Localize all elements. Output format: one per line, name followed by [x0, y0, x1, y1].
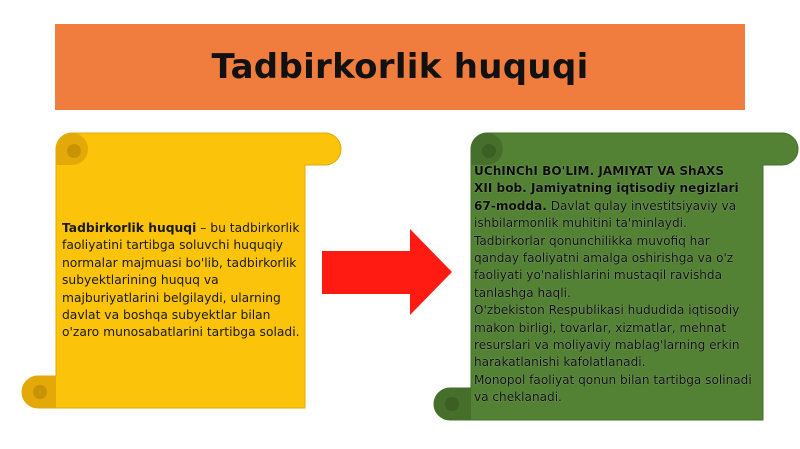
slide-title: Tadbirkorlik huquqi: [211, 47, 589, 87]
article-line-4: qanday faoliyatni amalga oshirishga va o'z: [474, 251, 734, 266]
article-line-10: harakatlanishi kafolatlanadi.: [474, 355, 646, 370]
article-line-8: makon birligi, tovarlar, xizmatlar, mehnat: [474, 320, 727, 335]
left-scroll-text: [62, 220, 302, 342]
constitution-chapter-heading: XII bob. Jamiyatning iqtisodiy negizlari: [474, 181, 739, 196]
definition-term: Tadbirkorlik huquqi: [62, 221, 197, 235]
article-label: 67-modda.: [474, 198, 547, 213]
article-line-5: faoliyati yo'nalishlarini mustaqil ravishda: [474, 268, 723, 283]
article-first-line: [474, 198, 764, 215]
article-line-7: O'zbekiston Respublikasi hududida iqtisodiy: [474, 303, 740, 318]
article-line-3: Tadbirkorlar qonunchilikka muvofiq har: [474, 233, 710, 248]
article-line-1: Davlat qulay investitsiyaviy va: [546, 198, 737, 213]
constitution-part-heading: UChINChI BO'LIM. JAMIYAT VA ShAXS: [474, 164, 725, 178]
right-arrow: [322, 229, 452, 315]
right-scroll-text: [474, 163, 764, 407]
article-line-11: Monopol faoliyat qonun bilan tartibga solinadi: [474, 372, 752, 387]
article-line-12: va cheklanadi.: [474, 390, 562, 405]
definition-body: – bu tadbirkorlik faoliyatini tartibga soluvchi huquqiy normalar majmuasi bo'lib, tadbirkorlik subyektlarining huquq va majburiyatlarini belgilaydi, ularning davlat va boshqa subyektlar bilan o'zaro munosabatlarini tartibga soladi.: [62, 221, 300, 340]
article-line-2: ishbilarmonlik muhitini ta'minlaydi.: [474, 216, 687, 231]
article-line-9: resurslari va moliyaviy mablag'larning erkin: [474, 338, 740, 353]
article-line-6: tanlashga haqli.: [474, 285, 571, 300]
